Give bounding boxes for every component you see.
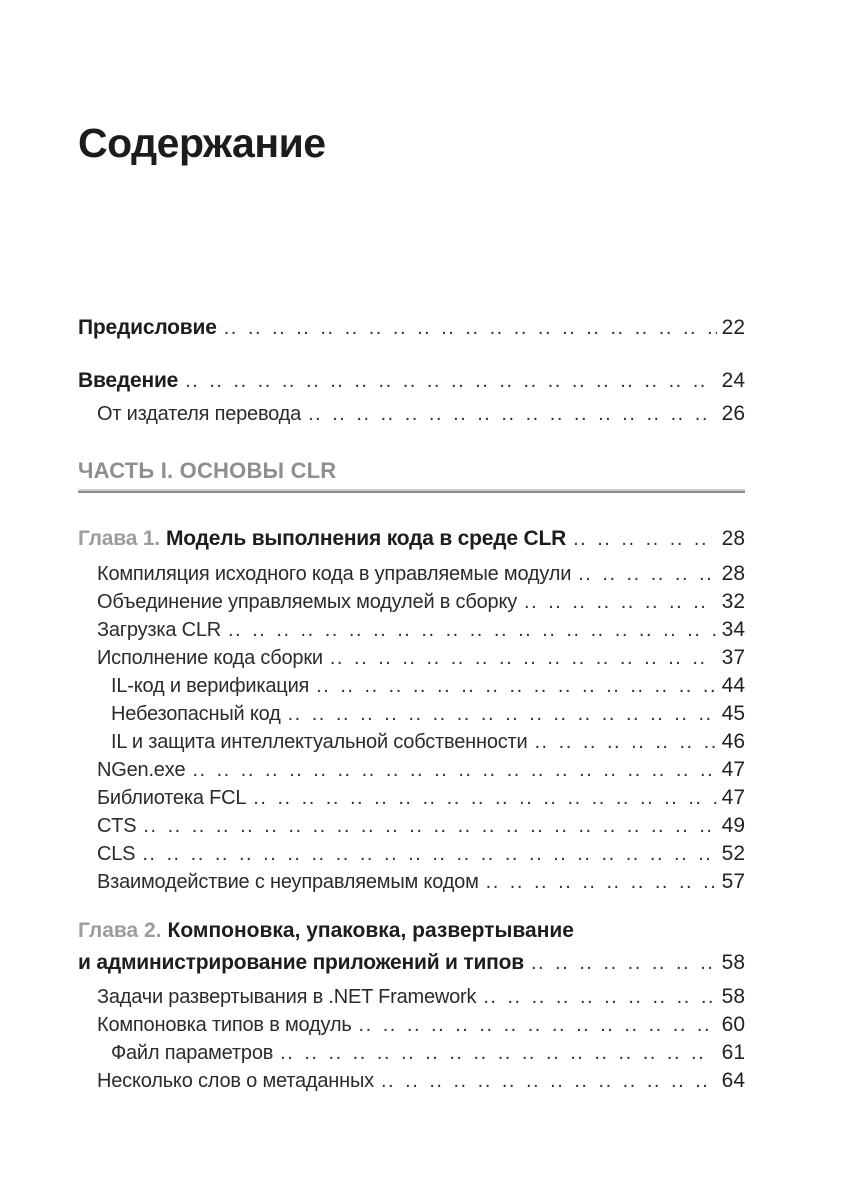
toc-entry-page: 22 (721, 316, 745, 339)
dot-leader (578, 560, 716, 588)
chapter2-entries (78, 983, 745, 1095)
toc-entry (78, 728, 745, 756)
dot-leader (486, 868, 717, 896)
dot-leader (253, 784, 716, 812)
toc-entry-page: 24 (721, 369, 745, 392)
toc-entry (78, 756, 745, 784)
toc-entry-page: 28 (721, 562, 745, 585)
toc-entry-page: 57 (721, 870, 745, 893)
part-heading-label: ЧАСТЬ I. ОСНОВЫ CLR (78, 458, 337, 483)
dot-leader (531, 948, 717, 978)
dot-leader (316, 672, 716, 700)
front-matter (78, 314, 745, 428)
dot-leader (143, 812, 716, 840)
toc-entry (78, 1039, 745, 1067)
dot-leader (534, 728, 716, 756)
toc-entry-title: Объединение управляемых модулей в сборку (97, 591, 518, 613)
page-title: Содержание (78, 120, 326, 166)
toc-chapter-text (78, 525, 566, 553)
toc-entry-page: 37 (721, 646, 745, 669)
toc-entry (78, 314, 745, 342)
toc-entry-page: 49 (721, 814, 745, 837)
toc-entry-title: Библиотека FCL (97, 787, 247, 809)
toc-entry-title: Введение (78, 369, 179, 392)
toc-entry-title: Взаимодействие с неуправляемым кодом (97, 871, 479, 893)
dot-leader (330, 644, 717, 672)
toc-entry-page: 47 (721, 758, 745, 781)
toc-entry-page: 28 (721, 527, 745, 550)
toc-entry (78, 588, 745, 616)
chapter-title-line1: Глава 2. Компоновка, упаковка, развертывание (78, 919, 574, 942)
toc-entry (78, 784, 745, 812)
dot-leader (192, 756, 716, 784)
toc-entry-page: 58 (721, 985, 745, 1008)
dot-leader (288, 700, 717, 728)
toc-entry-page: 58 (721, 951, 745, 974)
toc-entry-page: 61 (721, 1041, 745, 1064)
chapter1-entries (78, 560, 745, 896)
toc-entry-title: Файл параметров (111, 1042, 274, 1064)
toc-entry-page: 47 (721, 786, 745, 809)
dot-leader (359, 1011, 717, 1039)
toc-entry-page: 46 (721, 730, 745, 753)
toc-entry-page: 45 (721, 702, 745, 725)
toc-entry-title: Задачи развертывания в .NET Framework (97, 986, 477, 1008)
toc-entry-page: 64 (721, 1069, 745, 1092)
toc-entry-page: 52 (721, 842, 745, 865)
toc-entry-title: Несколько слов о метаданных (97, 1070, 374, 1092)
toc-entry (78, 700, 745, 728)
dot-leader (308, 400, 717, 428)
part-heading-rule (78, 489, 745, 493)
dot-leader (280, 1039, 716, 1067)
dot-leader (524, 588, 717, 616)
chapter-title-line2: и администрирование приложений и типов .. .. 58 (78, 948, 745, 978)
toc-entry-title: Загрузка CLR (97, 619, 222, 641)
toc-chapter-entry (78, 916, 745, 978)
toc-entry-title: Компиляция исходного кода в управляемые модули (97, 563, 572, 585)
toc-entry (78, 560, 745, 588)
toc-entry (78, 672, 745, 700)
toc-entry-title: NGen.exe (97, 759, 186, 781)
dot-leader (381, 1067, 717, 1095)
toc-entry (78, 644, 745, 672)
toc-entry-title: IL и защита интеллектуальной собственности (111, 731, 528, 753)
dot-leader (224, 314, 717, 342)
toc-entry (78, 983, 745, 1011)
chapter-number-label: Глава 1. (78, 527, 160, 550)
toc-entry (78, 1067, 745, 1095)
toc-entry (78, 1011, 745, 1039)
toc-chapter-entry (78, 525, 745, 553)
toc-entry-title: Компоновка типов в модуль (97, 1014, 352, 1036)
toc-entry-title: CLS (97, 843, 136, 865)
toc-entry-title: От издателя перевода (97, 403, 302, 425)
toc-entry-page: 60 (721, 1013, 745, 1036)
toc-entry-page: 32 (721, 590, 745, 613)
chapter-number-label: Глава 2. (78, 919, 162, 942)
toc-entry-title: Предисловие (78, 316, 217, 339)
dot-leader (483, 983, 716, 1011)
toc-entry (78, 400, 745, 428)
toc-entry (78, 868, 745, 896)
dot-leader (185, 367, 716, 395)
toc-entry (78, 840, 745, 868)
toc-entry-title: CTS (97, 815, 137, 837)
toc-entry (78, 367, 745, 395)
toc-entry-title: IL-код и верификация (111, 675, 310, 697)
chapter-title: Модель выполнения кода в среде CLR (165, 527, 567, 550)
part-heading (78, 458, 745, 493)
toc-entry-page: 34 (721, 618, 745, 641)
toc-entry-page: 26 (721, 402, 745, 425)
dot-leader (573, 525, 717, 553)
dot-leader (228, 616, 717, 644)
toc-entry-page: 44 (721, 674, 745, 697)
dot-leader (142, 840, 716, 868)
toc-entry (78, 812, 745, 840)
toc-entry-title: Небезопасный код (111, 703, 281, 725)
toc-entry (78, 616, 745, 644)
toc-entry-title: Исполнение кода сборки (97, 647, 323, 669)
